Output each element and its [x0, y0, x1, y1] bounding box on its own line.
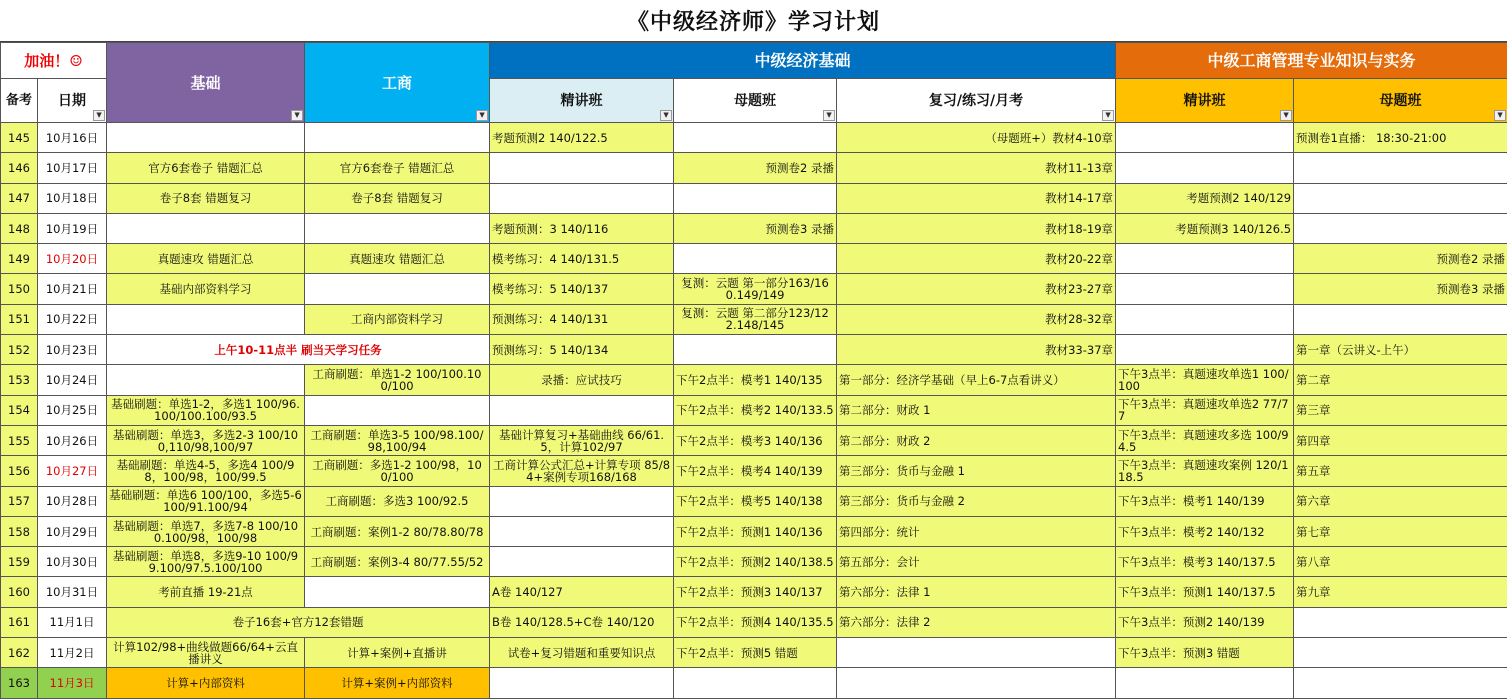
- gongshang-cell[interactable]: 官方6套卷子 错题汇总: [305, 153, 490, 183]
- jichu-cell[interactable]: [107, 365, 305, 395]
- gongshang-cell[interactable]: 工商刷题：案例1-2 80/78.80/78: [305, 516, 490, 546]
- row-number-cell[interactable]: 161: [1, 607, 38, 637]
- table-row: [1, 304, 1507, 334]
- jichu-cell[interactable]: [107, 213, 305, 243]
- a3-cell[interactable]: 第二部分：财政 1: [837, 395, 1116, 425]
- a1-cell[interactable]: 录播：应试技巧: [490, 365, 674, 395]
- gongshang-cell[interactable]: 工商刷题：单选3-5 100/98.100/98,100/94: [305, 425, 490, 455]
- filter-dropdown-icon[interactable]: ▼: [291, 110, 303, 121]
- header-group-economic-basics: 中级经济基础: [490, 43, 1116, 79]
- row-number-cell[interactable]: 146: [1, 153, 38, 183]
- b2-cell[interactable]: 第三章: [1294, 395, 1507, 425]
- b2-cell[interactable]: [1294, 607, 1507, 637]
- row-number-cell[interactable]: 157: [1, 486, 38, 516]
- table-row: [1, 456, 1507, 486]
- date-cell[interactable]: 10月27日: [38, 456, 107, 486]
- cheer-label: 加油！☺: [1, 43, 107, 79]
- b2-cell[interactable]: 预测卷2 录播: [1294, 244, 1507, 274]
- a3-cell[interactable]: [837, 638, 1116, 668]
- b2-cell[interactable]: [1294, 213, 1507, 243]
- table-row: [1, 274, 1507, 304]
- jichu-cell[interactable]: 计算+内部资料: [107, 668, 305, 698]
- jichu-cell[interactable]: [107, 123, 305, 153]
- study-plan-table: [0, 42, 1507, 699]
- a1-cell[interactable]: 考题预测：3 140/116: [490, 213, 674, 243]
- a2-cell[interactable]: 下午2点半：模考1 140/135: [674, 365, 837, 395]
- a1-cell[interactable]: 考题预测2 140/122.5: [490, 123, 674, 153]
- table-row: [1, 516, 1507, 546]
- table-row: [1, 123, 1507, 153]
- a1-cell[interactable]: [490, 183, 674, 213]
- b1-cell[interactable]: [1116, 123, 1294, 153]
- a1-cell[interactable]: B卷 140/128.5+C卷 140/120: [490, 607, 674, 637]
- a2-cell[interactable]: [674, 123, 837, 153]
- date-cell[interactable]: 10月25日: [38, 395, 107, 425]
- b2-cell[interactable]: 第七章: [1294, 516, 1507, 546]
- a2-cell[interactable]: 下午2点半：预测4 140/135.5: [674, 607, 837, 637]
- a1-cell[interactable]: 工商计算公式汇总+计算专项 85/84+案例专项168/168: [490, 456, 674, 486]
- b1-cell[interactable]: [1116, 244, 1294, 274]
- table-row: [1, 153, 1507, 183]
- b2-cell[interactable]: [1294, 638, 1507, 668]
- jichu-cell[interactable]: 基础刷题：单选8，多选9-10 100/99.100/97.5.100/100: [107, 547, 305, 577]
- b1-cell[interactable]: 下午3点半：真题速攻单选2 77/77: [1116, 395, 1294, 425]
- row-number-cell[interactable]: 156: [1, 456, 38, 486]
- row-number-cell[interactable]: 147: [1, 183, 38, 213]
- date-cell[interactable]: 10月16日: [38, 123, 107, 153]
- filter-dropdown-icon[interactable]: ▼: [1280, 110, 1292, 121]
- a3-cell[interactable]: 教材28-32章: [837, 304, 1116, 334]
- a1-cell[interactable]: 预测练习：5 140/134: [490, 335, 674, 365]
- b1-cell[interactable]: [1116, 153, 1294, 183]
- row-number-cell[interactable]: 149: [1, 244, 38, 274]
- a2-cell[interactable]: 下午2点半：模考4 140/139: [674, 456, 837, 486]
- date-cell[interactable]: 10月19日: [38, 213, 107, 243]
- a3-cell[interactable]: 第六部分：法律 2: [837, 607, 1116, 637]
- table-row: [1, 335, 1507, 365]
- a3-cell[interactable]: 第三部分：货币与金融 1: [837, 456, 1116, 486]
- sheet-title: 《中级经济师》学习计划: [0, 0, 1507, 42]
- filter-dropdown-icon[interactable]: ▼: [1102, 110, 1114, 121]
- row-number-cell[interactable]: 151: [1, 304, 38, 334]
- b1-cell[interactable]: 下午3点半：预测1 140/137.5: [1116, 577, 1294, 607]
- a2-cell[interactable]: 下午2点半：模考2 140/133.5: [674, 395, 837, 425]
- a1-cell[interactable]: 基础计算复习+基础曲线 66/61.5，计算102/97: [490, 425, 674, 455]
- date-cell[interactable]: 10月30日: [38, 547, 107, 577]
- date-cell[interactable]: 11月3日: [38, 668, 107, 698]
- gongshang-cell[interactable]: [305, 395, 490, 425]
- row-number-cell[interactable]: 163: [1, 668, 38, 698]
- header-jichu: 基础 ▼: [107, 43, 305, 123]
- filter-dropdown-icon[interactable]: ▼: [660, 110, 672, 121]
- b2-cell[interactable]: 第五章: [1294, 456, 1507, 486]
- b2-cell[interactable]: [1294, 183, 1507, 213]
- a1-cell[interactable]: [490, 668, 674, 698]
- header-gongshang: 工商 ▼: [305, 43, 490, 123]
- row-number-cell[interactable]: 145: [1, 123, 38, 153]
- b1-cell[interactable]: 考题预测3 140/126.5: [1116, 213, 1294, 243]
- filter-dropdown-icon[interactable]: ▼: [1494, 110, 1506, 121]
- jichu-cell[interactable]: 基础刷题：单选7，多选7-8 100/100.100/98，100/98: [107, 516, 305, 546]
- b1-cell[interactable]: [1116, 304, 1294, 334]
- date-cell[interactable]: 10月20日: [38, 244, 107, 274]
- gongshang-cell[interactable]: [305, 213, 490, 243]
- jichu-cell[interactable]: 真题速攻 错题汇总: [107, 244, 305, 274]
- a2-cell[interactable]: 下午2点半：预测2 140/138.5: [674, 547, 837, 577]
- a3-cell[interactable]: （母题班+）教材4-10章: [837, 123, 1116, 153]
- a2-cell[interactable]: 预测卷2 录播: [674, 153, 837, 183]
- b1-cell[interactable]: 下午3点半：预测2 140/139: [1116, 607, 1294, 637]
- row-number-cell[interactable]: 148: [1, 213, 38, 243]
- date-cell[interactable]: 10月29日: [38, 516, 107, 546]
- b2-cell[interactable]: 第九章: [1294, 577, 1507, 607]
- date-cell[interactable]: 10月22日: [38, 304, 107, 334]
- gongshang-cell[interactable]: 工商内部资料学习: [305, 304, 490, 334]
- a2-cell[interactable]: 预测卷3 录播: [674, 213, 837, 243]
- a2-cell[interactable]: [674, 668, 837, 698]
- b1-cell[interactable]: [1116, 335, 1294, 365]
- a3-cell[interactable]: 第一部分：经济学基础（早上6-7点看讲义）: [837, 365, 1116, 395]
- date-cell[interactable]: 10月23日: [38, 335, 107, 365]
- gongshang-cell[interactable]: 工商刷题：单选1-2 100/100.100/100: [305, 365, 490, 395]
- header-a-muti: 母题班 ▼: [674, 79, 837, 123]
- b2-cell[interactable]: 第四章: [1294, 425, 1507, 455]
- row-number-cell[interactable]: 152: [1, 335, 38, 365]
- a1-cell[interactable]: [490, 547, 674, 577]
- a1-cell[interactable]: 模考练习：5 140/137: [490, 274, 674, 304]
- filter-dropdown-icon[interactable]: ▼: [476, 110, 488, 121]
- row-number-cell[interactable]: 150: [1, 274, 38, 304]
- row-number-cell[interactable]: 162: [1, 638, 38, 668]
- gongshang-cell[interactable]: 真题速攻 错题汇总: [305, 244, 490, 274]
- a2-cell[interactable]: 下午2点半：预测1 140/136: [674, 516, 837, 546]
- jichu-cell[interactable]: 基础刷题：单选1-2，多选1 100/96.100/100.100/93.5: [107, 395, 305, 425]
- table-row: [1, 607, 1507, 637]
- a3-cell[interactable]: 教材18-19章: [837, 213, 1116, 243]
- a3-cell[interactable]: 教材14-17章: [837, 183, 1116, 213]
- table-row: [1, 638, 1507, 668]
- header-b-jingjiang: 精讲班 ▼: [1116, 79, 1294, 123]
- b2-cell[interactable]: 第二章: [1294, 365, 1507, 395]
- a1-cell[interactable]: 试卷+复习错题和重要知识点: [490, 638, 674, 668]
- gongshang-cell[interactable]: 卷子8套 错题复习: [305, 183, 490, 213]
- b1-cell[interactable]: 下午3点半：真题速攻多选 100/94.5: [1116, 425, 1294, 455]
- table-row: [1, 547, 1507, 577]
- a1-cell[interactable]: [490, 486, 674, 516]
- b1-cell[interactable]: 下午3点半：真题速攻单选1 100/100: [1116, 365, 1294, 395]
- date-cell[interactable]: 10月31日: [38, 577, 107, 607]
- jichu-cell[interactable]: 基础刷题：单选6 100/100，多选5-6 100/91.100/94: [107, 486, 305, 516]
- jichu-cell[interactable]: 计算102/98+曲线做题66/64+云直播讲义: [107, 638, 305, 668]
- gongshang-cell[interactable]: 工商刷题：案例3-4 80/77.55/52: [305, 547, 490, 577]
- b1-cell[interactable]: [1116, 668, 1294, 698]
- jichu-cell[interactable]: 官方6套卷子 错题汇总: [107, 153, 305, 183]
- table-row: [1, 395, 1507, 425]
- row-number-cell[interactable]: 159: [1, 547, 38, 577]
- a1-cell[interactable]: [490, 516, 674, 546]
- a3-cell[interactable]: 第六部分：法律 1: [837, 577, 1116, 607]
- jichu-cell[interactable]: 考前直播 19-21点: [107, 577, 305, 607]
- b2-cell[interactable]: 第八章: [1294, 547, 1507, 577]
- header-group-business-management: 中级工商管理专业知识与实务: [1116, 43, 1507, 79]
- b1-cell[interactable]: 下午3点半：真题速攻案例 120/118.5: [1116, 456, 1294, 486]
- a2-cell[interactable]: [674, 335, 837, 365]
- a3-cell[interactable]: 第二部分：财政 2: [837, 425, 1116, 455]
- b2-cell[interactable]: [1294, 153, 1507, 183]
- b2-cell[interactable]: 预测卷1直播： 18:30-21:00: [1294, 123, 1507, 153]
- date-cell[interactable]: 10月28日: [38, 486, 107, 516]
- a3-cell[interactable]: 第四部分：统计: [837, 516, 1116, 546]
- header-a-fuxi: 复习/练习/月考 ▼: [837, 79, 1116, 123]
- gongshang-cell[interactable]: [305, 274, 490, 304]
- row-number-cell[interactable]: 155: [1, 425, 38, 455]
- a3-cell[interactable]: 教材23-27章: [837, 274, 1116, 304]
- gongshang-cell[interactable]: 计算+案例+直播讲: [305, 638, 490, 668]
- jichu-cell[interactable]: 卷子8套 错题复习: [107, 183, 305, 213]
- b1-cell[interactable]: 下午3点半：模考3 140/137.5: [1116, 547, 1294, 577]
- a1-cell[interactable]: [490, 395, 674, 425]
- jichu-cell[interactable]: 基础刷题：单选3，多选2-3 100/100,110/98,100/97: [107, 425, 305, 455]
- a2-cell[interactable]: 下午2点半：模考5 140/138: [674, 486, 837, 516]
- b2-cell[interactable]: 第六章: [1294, 486, 1507, 516]
- a2-cell[interactable]: 下午2点半：模考3 140/136: [674, 425, 837, 455]
- a2-cell[interactable]: 下午2点半：预测3 140/137: [674, 577, 837, 607]
- a3-cell[interactable]: 第五部分：会计: [837, 547, 1116, 577]
- date-cell[interactable]: 11月1日: [38, 607, 107, 637]
- b2-cell[interactable]: [1294, 304, 1507, 334]
- a3-cell[interactable]: 第三部分：货币与金融 2: [837, 486, 1116, 516]
- row-number-cell[interactable]: 158: [1, 516, 38, 546]
- header-beikao: 备考: [1, 79, 38, 123]
- merged-task-cell[interactable]: 卷子16套+官方12套错题: [107, 607, 490, 637]
- table-row: [1, 365, 1507, 395]
- gongshang-cell[interactable]: [305, 577, 490, 607]
- b2-cell[interactable]: 预测卷3 录播: [1294, 274, 1507, 304]
- a2-cell[interactable]: 复测：云题 第二部分123/122.148/145: [674, 304, 837, 334]
- gongshang-cell[interactable]: 工商刷题：多选1-2 100/98，100/100: [305, 456, 490, 486]
- table-row: [1, 183, 1507, 213]
- date-cell[interactable]: 10月17日: [38, 153, 107, 183]
- merged-task-cell[interactable]: 上午10-11点半 刷当天学习任务: [107, 335, 490, 365]
- row-number-cell[interactable]: 153: [1, 365, 38, 395]
- a1-cell[interactable]: 模考练习：4 140/131.5: [490, 244, 674, 274]
- b2-cell[interactable]: [1294, 668, 1507, 698]
- a3-cell[interactable]: [837, 668, 1116, 698]
- date-cell[interactable]: 10月21日: [38, 274, 107, 304]
- a2-cell[interactable]: 复测：云题 第一部分163/160.149/149: [674, 274, 837, 304]
- table-row: [1, 425, 1507, 455]
- jichu-cell[interactable]: 基础刷题：单选4-5，多选4 100/98，100/98，100/99.5: [107, 456, 305, 486]
- jichu-cell[interactable]: [107, 304, 305, 334]
- date-cell[interactable]: 11月2日: [38, 638, 107, 668]
- header-a-jingjiang: 精讲班 ▼: [490, 79, 674, 123]
- row-number-cell[interactable]: 160: [1, 577, 38, 607]
- gongshang-cell[interactable]: 工商刷题：多选3 100/92.5: [305, 486, 490, 516]
- date-cell[interactable]: 10月18日: [38, 183, 107, 213]
- header-b-muti: 母题班 ▼: [1294, 79, 1507, 123]
- b1-cell[interactable]: 下午3点半：模考1 140/139: [1116, 486, 1294, 516]
- filter-active-icon[interactable]: ▼: [93, 110, 105, 121]
- a1-cell[interactable]: A卷 140/127: [490, 577, 674, 607]
- table-row: [1, 577, 1507, 607]
- a2-cell[interactable]: 下午2点半：预测5 错题: [674, 638, 837, 668]
- table-row: [1, 244, 1507, 274]
- a1-cell[interactable]: 预测练习：4 140/131: [490, 304, 674, 334]
- table-row: [1, 213, 1507, 243]
- gongshang-cell[interactable]: [305, 123, 490, 153]
- b1-cell[interactable]: 下午3点半：模考2 140/132: [1116, 516, 1294, 546]
- filter-dropdown-icon[interactable]: ▼: [823, 110, 835, 121]
- date-cell[interactable]: 10月26日: [38, 425, 107, 455]
- b1-cell[interactable]: [1116, 274, 1294, 304]
- a1-cell[interactable]: [490, 153, 674, 183]
- b1-cell[interactable]: 考题预测2 140/129: [1116, 183, 1294, 213]
- jichu-cell[interactable]: 基础内部资料学习: [107, 274, 305, 304]
- date-cell[interactable]: 10月24日: [38, 365, 107, 395]
- a3-cell[interactable]: 教材33-37章: [837, 335, 1116, 365]
- table-row: [1, 668, 1507, 698]
- a2-cell[interactable]: [674, 244, 837, 274]
- table-row: [1, 486, 1507, 516]
- b2-cell[interactable]: 第一章（云讲义-上午）: [1294, 335, 1507, 365]
- gongshang-cell[interactable]: 计算+案例+内部资料: [305, 668, 490, 698]
- header-riqi: 日期 ▼: [38, 79, 107, 123]
- a3-cell[interactable]: 教材20-22章: [837, 244, 1116, 274]
- b1-cell[interactable]: 下午3点半：预测3 错题: [1116, 638, 1294, 668]
- a2-cell[interactable]: [674, 183, 837, 213]
- a3-cell[interactable]: 教材11-13章: [837, 153, 1116, 183]
- row-number-cell[interactable]: 154: [1, 395, 38, 425]
